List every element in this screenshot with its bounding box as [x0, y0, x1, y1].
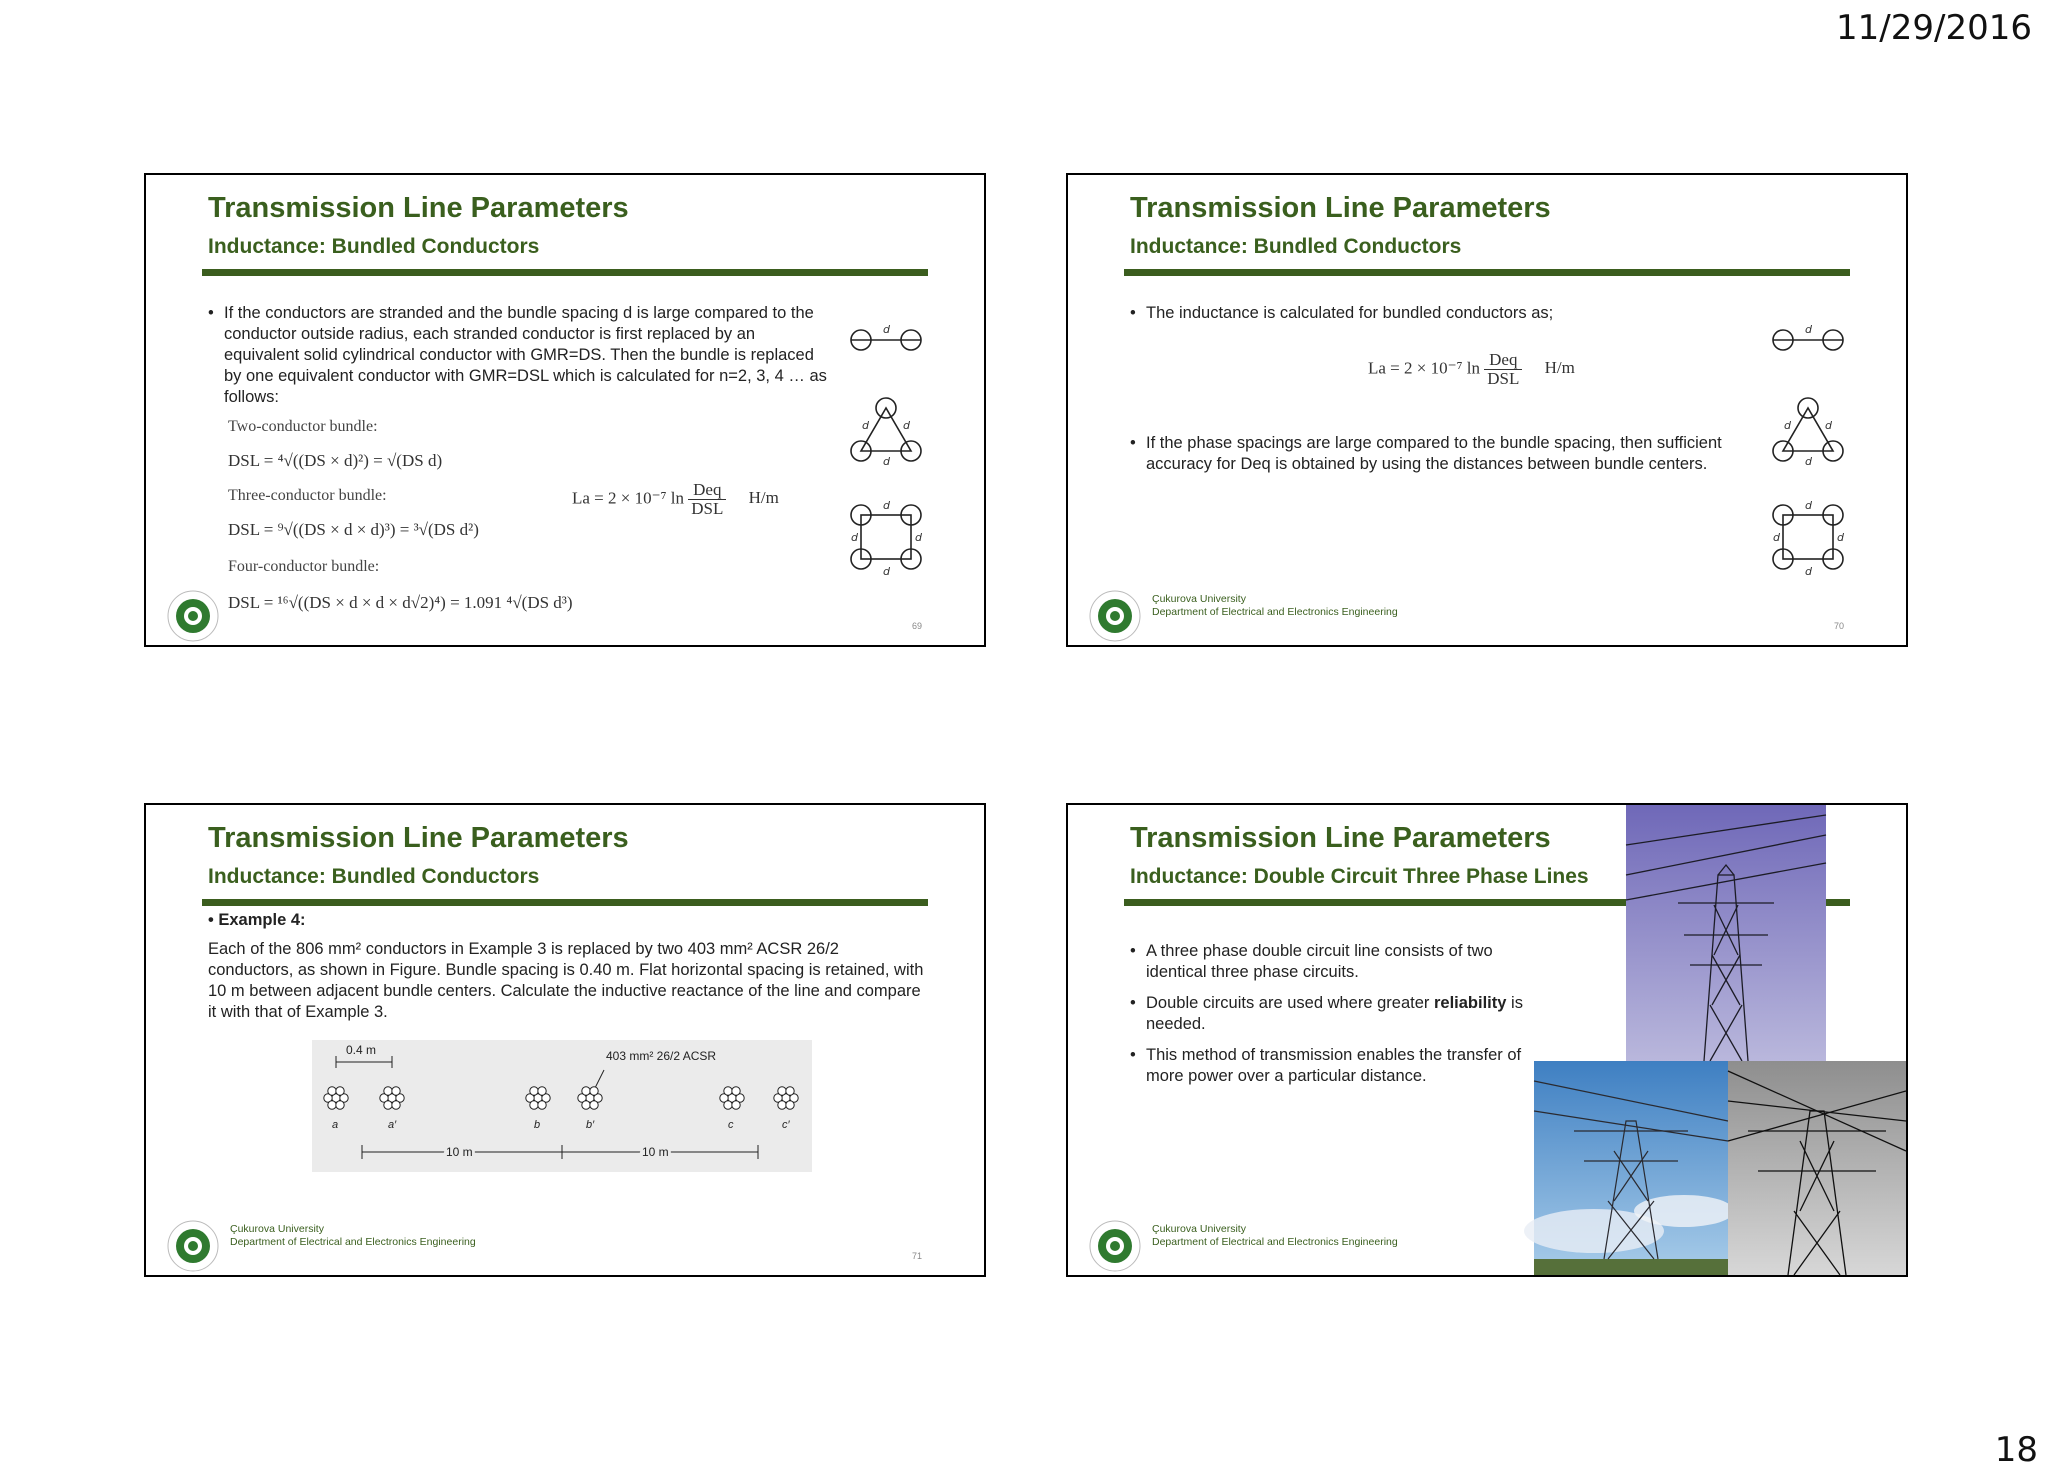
bullet-text: If the phase spacings are large compared to the bundle spacing, then sufficient accuracy for Deq is obtained by using the distances between bundle centers. [1146, 434, 1722, 473]
inductance-equation [572, 481, 779, 518]
bullet-list [1130, 433, 1755, 485]
bullet-text: A three phase double circuit line consists of two identical three phase circuits. [1146, 942, 1493, 981]
department-name: Department of Electrical and Electronics Engineering [1152, 1236, 1398, 1248]
spacing-label: d [862, 419, 869, 432]
title-divider [202, 899, 928, 906]
spacing-label: d [1825, 419, 1832, 432]
slide-title: Transmission Line Parameters [208, 822, 629, 854]
bullet-list [208, 303, 833, 418]
slide-subtitle: Inductance: Bundled Conductors [1130, 235, 1462, 258]
bundle-spacing-label: 0.4 m [346, 1043, 377, 1057]
conductor-spacing-diagram [312, 1040, 812, 1172]
slide-title: Transmission Line Parameters [1130, 192, 1551, 224]
spacing-label: d [1805, 323, 1812, 336]
university-logo [1088, 1219, 1142, 1273]
bullet-item [1130, 303, 1760, 324]
slide-number: 69 [911, 621, 922, 631]
two-conductor-equation: DSL = ⁴√((DS × d)²) = √(DS d) [228, 451, 443, 470]
spacing-label: d [883, 565, 890, 578]
example-text: Each of the 806 mm² conductors in Example 3 is replaced by two 403 mm² ACSR 26/2 conductors, as shown in Figure. Bundle spacing is 0.40 m. Flat horizontal spacing is retained, with 10 m between adjacent bundle centers. Calculate the inductive reactance of the line and compare it with that of Example 3. [208, 940, 924, 1021]
slide-title: Transmission Line Parameters [1130, 822, 1551, 854]
three-conductor-label: Three-conductor bundle: [228, 487, 387, 504]
bullet-text: This method of transmission enables the transfer of more power over a particular distance. [1146, 1046, 1522, 1085]
bullet-item [1130, 941, 1540, 983]
university-footer [230, 1223, 476, 1249]
title-divider [202, 269, 928, 276]
spacing-label: d [915, 531, 922, 544]
transmission-tower-photo [1728, 1061, 1906, 1275]
print-date: 11/29/2016 [1836, 8, 2032, 48]
slide-69 [144, 173, 986, 647]
university-logo [1088, 589, 1142, 643]
page-number: 18 [1994, 1430, 2038, 1470]
department-name: Department of Electrical and Electronics Engineering [230, 1236, 476, 1248]
distance-label: 10 m [446, 1145, 473, 1159]
university-name: Çukurova University [1152, 593, 1246, 605]
slide-71 [144, 803, 986, 1277]
conductor-type-label: 403 mm² 26/2 ACSR [606, 1049, 717, 1063]
frac-denominator: DSL [691, 499, 724, 518]
bullet-item [208, 303, 833, 408]
university-name: Çukurova University [230, 1223, 324, 1235]
conductor-spacing-figure [312, 1040, 812, 1172]
inductance-unit: H/m [1544, 358, 1575, 378]
conductor-label: c′ [782, 1119, 790, 1131]
frac-numerator: Deq [688, 481, 726, 500]
bullet-item [1130, 1045, 1540, 1087]
bullet-item [1130, 993, 1540, 1035]
deq-over-dsl [1484, 351, 1522, 388]
conductor-label: b′ [586, 1119, 595, 1131]
deq-over-dsl [688, 481, 726, 518]
four-conductor-equation: DSL = ¹⁶√((DS × d × d × d√2)⁴) = 1.091 ⁴√(DS d³) [228, 593, 573, 612]
spacing-label: d [851, 531, 858, 544]
emphasis-text: reliability [1433, 994, 1507, 1012]
slide-subtitle: Inductance: Bundled Conductors [208, 865, 540, 888]
inductance-lhs: La = 2 × 10⁻⁷ ln [572, 488, 684, 508]
slide-72 [1066, 803, 1908, 1277]
frac-numerator: Deq [1484, 351, 1522, 370]
spacing-label: d [883, 323, 890, 336]
four-conductor-label: Four-conductor bundle: [228, 558, 380, 575]
inductance-equation [1368, 351, 1575, 388]
inductance-unit: H/m [748, 488, 779, 508]
frac-denominator: DSL [1487, 369, 1520, 388]
conductor-label: a′ [388, 1119, 397, 1131]
bullet-list [1130, 941, 1540, 1097]
bullet-list [1130, 303, 1760, 334]
slide-subtitle: Inductance: Bundled Conductors [208, 235, 540, 258]
spacing-label: d [903, 419, 910, 432]
conductor-label: b [534, 1119, 541, 1131]
university-logo [166, 589, 220, 643]
title-divider [1124, 269, 1850, 276]
spacing-label: d [883, 455, 890, 468]
slide-70 [1066, 173, 1908, 647]
spacing-label: d [1773, 531, 1780, 544]
slide-title: Transmission Line Parameters [208, 192, 629, 224]
university-footer [1152, 593, 1398, 619]
spacing-label: d [1805, 565, 1812, 578]
slide-subtitle: Inductance: Double Circuit Three Phase Lines [1130, 865, 1589, 888]
bundle-configurations-diagram [836, 315, 946, 578]
university-logo [166, 1219, 220, 1273]
bullet-item [1130, 433, 1755, 475]
two-conductor-label: Two-conductor bundle: [228, 418, 378, 435]
bullet-text: Double circuits are used where greater reliability is needed. [1146, 994, 1523, 1033]
slide-number: 71 [911, 1251, 922, 1261]
bundle-configurations-diagram [1758, 315, 1868, 578]
transmission-tower-photo [1626, 805, 1826, 1061]
university-footer [1152, 1223, 1398, 1249]
conductor-label: a [332, 1119, 339, 1131]
inductance-lhs: La = 2 × 10⁻⁷ ln [1368, 358, 1480, 378]
distance-label: 10 m [642, 1145, 669, 1159]
spacing-label: d [1837, 531, 1844, 544]
spacing-label: d [1784, 419, 1791, 432]
bullet-text: If the conductors are stranded and the bundle spacing d is large compared to the conductor outside radius, each stranded conductor is first replaced by an equivalent solid cylindrical conductor with GMR=DS. Then the bundle is replaced by one equivalent conductor with GMR=DSL which is calculated for n=2, 3, 4 … as follows: [224, 304, 827, 406]
example-heading: • Example 4: [208, 911, 306, 929]
department-name: Department of Electrical and Electronics Engineering [1152, 606, 1398, 618]
conductor-label: c [728, 1119, 734, 1131]
three-conductor-equation: DSL = ⁹√((DS × d × d)³) = ³√(DS d²) [228, 520, 479, 539]
bullet-text: The inductance is calculated for bundled conductors as; [1146, 304, 1554, 322]
spacing-label: d [1805, 499, 1812, 512]
transmission-tower-photo [1534, 1061, 1728, 1275]
university-name: Çukurova University [1152, 1223, 1246, 1235]
spacing-label: d [883, 499, 890, 512]
slide-number: 70 [1833, 621, 1844, 631]
spacing-label: d [1805, 455, 1812, 468]
